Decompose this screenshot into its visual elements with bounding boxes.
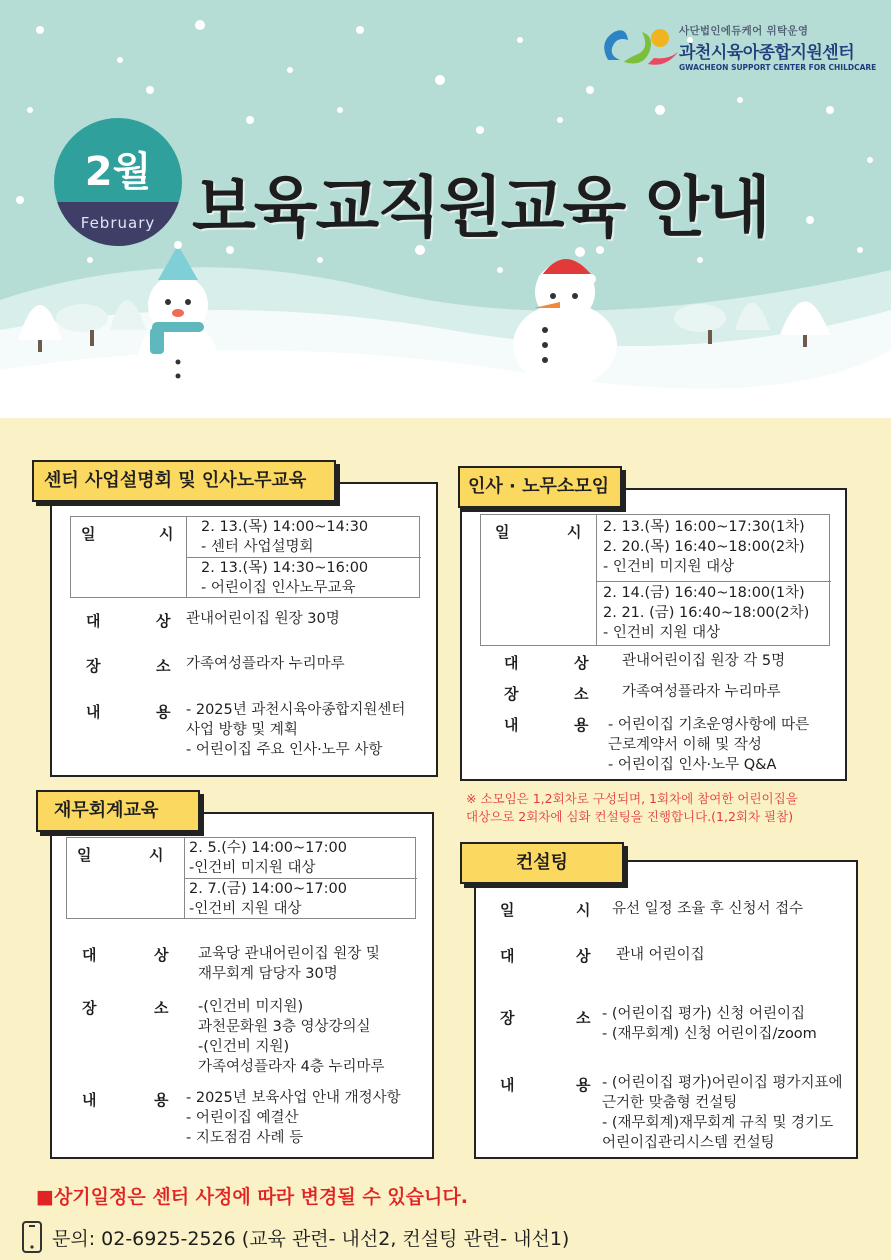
schedule-label: 일 시 (481, 515, 597, 645)
location-value: - (어린이집 평가) 신청 어린이집 - (재무회계) 신청 어린이집/zoom (602, 1006, 817, 1042)
schedule-table (480, 514, 830, 646)
schedule-change-notice: ■상기일정은 센터 사정에 따라 변경될 수 있습니다. (36, 1186, 468, 1208)
org-operator: 사단법인에듀케어 위탁운영 (679, 25, 809, 37)
target-value: 관내어린이집 원장 각 5명 (622, 653, 786, 669)
org-english-name: GWACHEON SUPPORT CENTER FOR CHILDCARE (679, 63, 877, 72)
target-value: 교육당 관내어린이집 원장 및 재무회계 담당자 30명 (198, 946, 380, 982)
consulting-info-box: 일 시 유선 일정 조율 후 신청서 접수 대 상 관내 어린이집 장 소 - (어린이집 평가) 신청 어린이집 - (재무회계) 신청 어린이집/zoom 내 용 - (어린이집 평가)어린이집 평가지표에 근거한 맞춤형 컨설팅 - (재무회계)재무회계 규칙 및 경기도 어린이집관리시스템 컨설팅 (474, 860, 858, 1159)
seminar-info-box: 일 시 2. 13.(목) 14:00~14:30 - 센터 사업설명회 2. 13.(목) 14:30~16:00 - 어린이집 인사노무교육 대 상 관내어린이집 원장 30명 장 소 가족여성플라자 누리마루 내 용 - 2025년 과천시육아종합지원센터 사업 방향 및 계획 - 어린이집 주요 인사·노무 사항 (50, 482, 438, 777)
phone-icon (20, 1220, 44, 1254)
tab-accounting: 재무회계교육 (36, 790, 200, 832)
tab-small-group: 인사 · 노무소모임 (458, 466, 622, 508)
org-name: 과천시육아종합지원센터 (679, 43, 855, 63)
header-banner (0, 0, 891, 418)
schedule-slot: 2. 13.(목) 14:00~14:30 - 센터 사업설명회 (201, 519, 369, 555)
month-badge (54, 118, 182, 246)
target-value: 관내어린이집 원장 30명 (186, 611, 340, 627)
content-value: - 2025년 과천시육아종합지원센터 사업 방향 및 계획 - 어린이집 주요 인사·노무 사항 (186, 702, 406, 758)
session-note: ※ 소모임은 1,2회차로 구성되며, 1회차에 참여한 어린이집을 대상으로 2회차에 심화 컨설팅을 진행합니다.(1,2회차 필참) (466, 791, 798, 824)
tab-consulting: 컨설팅 (460, 842, 624, 884)
snowman-right-icon (513, 247, 617, 387)
month-english: February (80, 214, 156, 232)
schedule-label: 일 시 (71, 517, 187, 597)
content-value: - 어린이집 기초운영사항에 따른 근로계약서 이해 및 작성 - 어린이집 인사·노무 Q&A (608, 717, 810, 773)
location-value: 가족여성플라자 누리마루 (622, 684, 781, 700)
accounting-info-box: 일 시 2. 5.(수) 14:00~17:00 -인건비 미지원 대상 2. 7.(금) 14:00~17:00 -인건비 지원 대상 대 상 교육당 관내어린이집 원장 및 재무회계 담당자 30명 장 소 -(인건비 미지원) 과천문화원 3층 영상강의실 -(인건비 지원) 가족여성플라자 4층 누리마루 내 용 - 2025년 보육사업 안내 개정사항 - 어린이집 예결산 - 지도점검 사례 등 (50, 812, 434, 1159)
month-number: 2월 (84, 149, 152, 195)
content-value: - (어린이집 평가)어린이집 평가지표에 근거한 맞춤형 컨설팅 - (재무회계)재무회계 규칙 및 경기도 어린이집관리시스템 컨설팅 (602, 1075, 843, 1151)
target-value: 관내 어린이집 (616, 947, 705, 963)
contact-text: 문의: 02-6925-2526 (교육 관련- 내선2, 컨설팅 관련- 내선1) (52, 1228, 570, 1250)
small-group-info-box: 일 시 2. 13.(목) 16:00~17:30(1차) 2. 20.(목) 16:40~18:00(2차) - 인건비 미지원 대상 2. 14.(금) 16:40~18:00(1차) 2. 21. (금) 16:40~18:00(2차) - 인건비 지원 대상 대 상 관내어린이집 원장 각 5명 장 소 가족여성플라자 누리마루 내 용 - 어린이집 기초운영사항에 따른 근로계약서 이해 및 작성 - 어린이집 인사·노무 Q&A (460, 488, 847, 781)
schedule-slot: 2. 13.(목) 16:00~17:30(1차) 2. 20.(목) 16:40~18:00(2차) - 인건비 미지원 대상 (603, 519, 805, 575)
schedule-label: 일 시 (67, 838, 185, 918)
schedule-table (70, 516, 420, 598)
location-value: 가족여성플라자 누리마루 (186, 656, 345, 672)
schedule-slot: 2. 5.(수) 14:00~17:00 -인건비 미지원 대상 (189, 840, 347, 876)
schedule-slot: 2. 14.(금) 16:40~18:00(1차) 2. 21. (금) 16:40~18:00(2차) - 인건비 지원 대상 (603, 585, 810, 641)
tab-seminar: 센터 사업설명회 및 인사노무교육 (32, 460, 336, 502)
schedule-slot: 2. 13.(목) 14:30~16:00 - 어린이집 인사노무교육 (201, 560, 369, 596)
schedule-table (66, 837, 416, 919)
schedule-value: 유선 일정 조율 후 신청서 접수 (612, 901, 804, 917)
schedule-slot: 2. 7.(금) 14:00~17:00 -인건비 지원 대상 (189, 881, 347, 917)
location-value: -(인건비 미지원) 과천문화원 3층 영상강의실 -(인건비 지원) 가족여성플라자 4층 누리마루 (198, 999, 385, 1075)
organization-block (591, 22, 881, 78)
content-value: - 2025년 보육사업 안내 개정사항 - 어린이집 예결산 - 지도점검 사례 등 (186, 1090, 401, 1146)
page-title: 보육교직원교육 안내 (192, 169, 769, 246)
